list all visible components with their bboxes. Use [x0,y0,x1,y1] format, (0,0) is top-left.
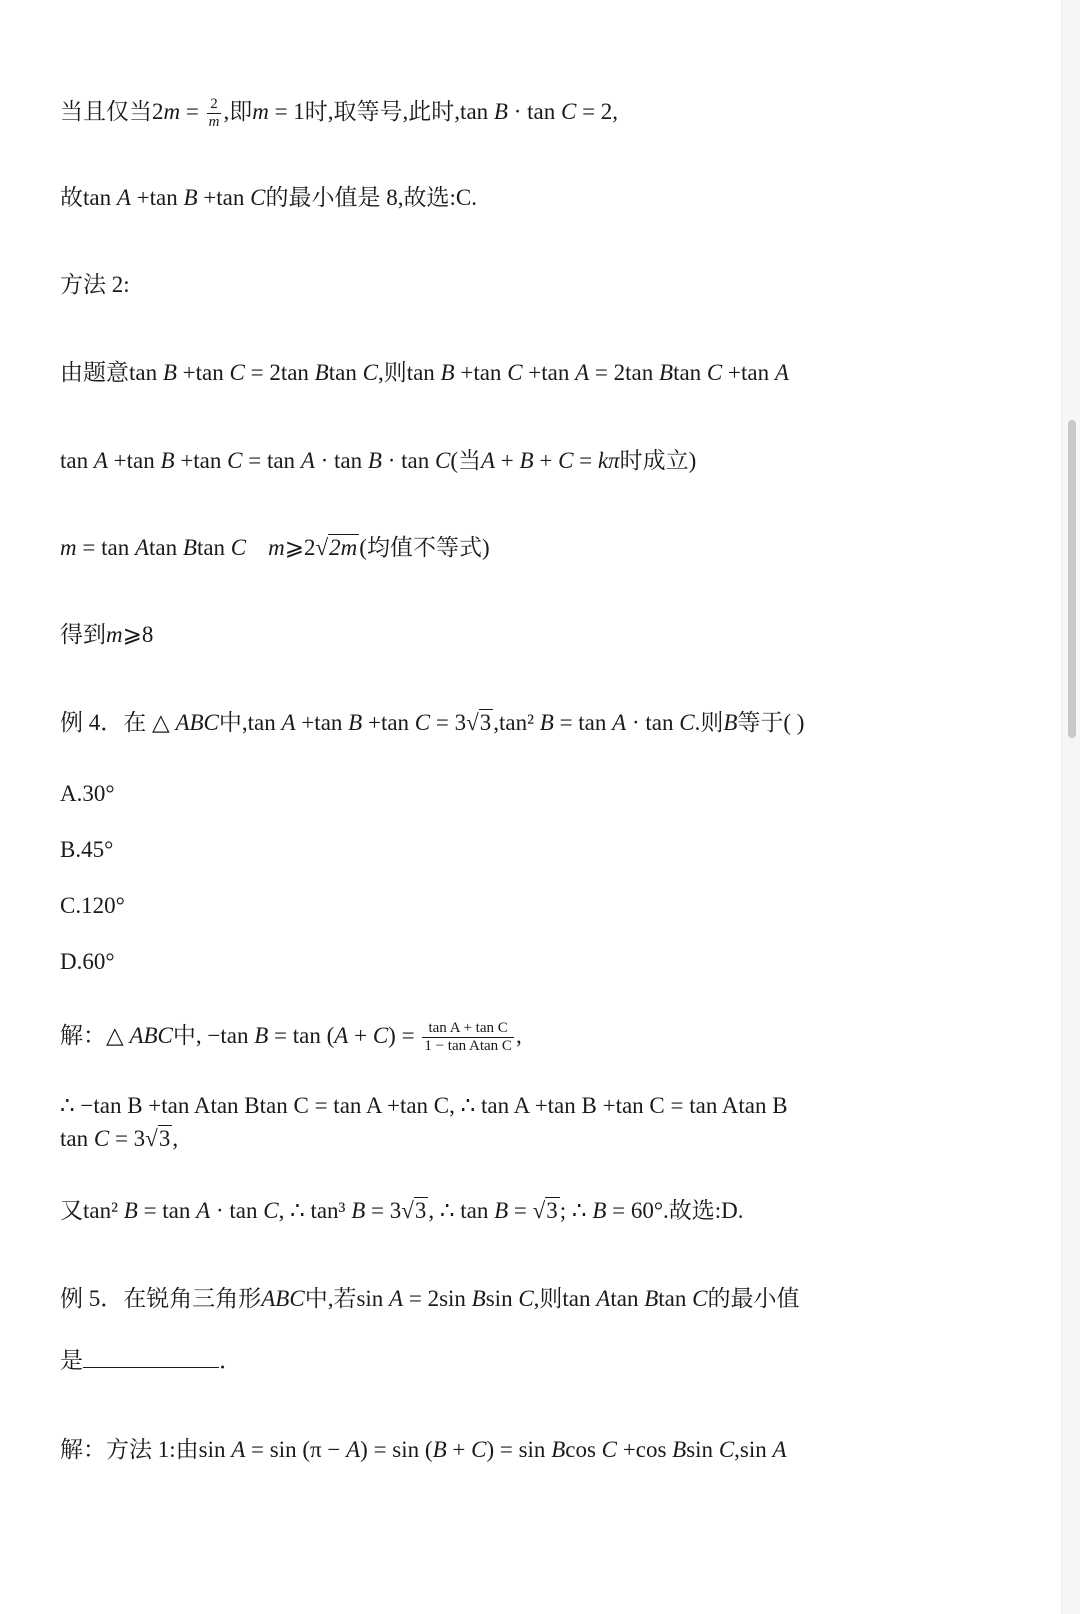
text: + [533,448,559,473]
line-answer-d [60,1196,744,1226]
text: +tan [130,185,184,210]
text: ,即 [223,98,253,124]
math-var: C [372,1022,389,1048]
math-var: B [348,710,363,735]
math-var: C [471,1437,487,1462]
line-equality-condition [60,96,618,131]
math-var: C [362,360,378,385]
text: +tan [522,360,576,385]
text: = √ [508,1198,546,1223]
math-var: m [106,622,123,647]
math-var: B [160,448,175,473]
math-var: B [183,185,198,210]
text: 的最小值 [707,1286,800,1311]
line-min-value-conclusion [60,183,477,213]
text: = 2tan [589,360,659,385]
line-answer-blank [60,1346,242,1376]
text: ,sin [734,1437,773,1462]
text: , ∴ tan³ [278,1198,352,1223]
text: + [446,1437,472,1462]
math-var: ABC [129,1022,173,1048]
sqrt-radicand: 2m [329,535,358,560]
math-var: C [518,1286,534,1311]
text: = tan [76,535,135,560]
fraction [207,96,222,131]
text: +tan [197,185,251,210]
text: = [180,98,205,124]
sqrt-radicand: 3 [158,1126,171,1151]
text: · tan [626,710,680,735]
vertical-scrollbar[interactable] [1061,0,1080,1614]
text: ; ∴ [559,1198,593,1223]
text: = tan [137,1198,197,1223]
math-var: C [558,448,574,473]
math-var: A [389,1286,404,1311]
math-var: A [300,448,315,473]
text: cos [565,1437,602,1462]
math-var: A [772,1437,787,1462]
sqrt-radicand: 3 [479,710,492,735]
line-example-5-question [60,1284,799,1314]
line-example-5-solution [60,1435,787,1465]
text: · tan [507,98,561,124]
text: tan [149,535,183,560]
line-tan-c-value [60,1124,178,1154]
text: +tan [107,448,161,473]
math-var: kπ [597,448,620,473]
text: +tan [176,360,230,385]
fraction [422,1020,514,1055]
math-var: A [281,710,296,735]
line-am-gm [60,533,490,563]
math-var: B [539,710,554,735]
math-var: C [263,1198,279,1223]
text: , ∴ tan [428,1198,495,1223]
text: 解：方法 1:由sin [60,1437,232,1462]
text: 中, −tan [172,1022,255,1048]
text: ) = sin [486,1437,552,1462]
math-var: B [493,98,508,124]
text: · tan [381,448,435,473]
text: 的最小值是 8,故选:C. [265,185,477,210]
math-var: C [601,1437,618,1462]
text: sin [485,1286,519,1311]
text: 是 [60,1348,83,1373]
text: ⩾8 [122,622,154,647]
math-var: B [162,360,177,385]
math-var: A [346,1437,361,1462]
text: ) = [388,1022,421,1048]
math-var: m [252,98,269,124]
text: ,tan² [493,710,540,735]
text: + [348,1022,373,1048]
math-var: m [60,535,77,560]
line-method-2-step1 [60,358,789,388]
text: , [515,1022,522,1048]
math-var: A [774,360,789,385]
math-var: A [196,1198,211,1223]
math-var: m [163,98,181,124]
text: = [573,448,598,473]
text: 解：△ [60,1022,130,1048]
text: = 3√ [109,1126,158,1151]
text: ,则tan [533,1286,597,1311]
text: = 2sin [403,1286,472,1311]
text: ) = sin ( [360,1437,433,1462]
text: = 60°.故选:D. [606,1198,744,1223]
fraction-denominator: m [208,114,220,130]
text: , [172,1126,179,1151]
text: 等于( ) [737,710,805,735]
text: sin [686,1437,719,1462]
text: tan [60,448,94,473]
math-var: B [367,448,382,473]
sqrt-radicand: 3 [414,1198,427,1223]
text: 中,tan [218,710,282,735]
math-var: B [592,1198,607,1223]
math-var: B [440,360,455,385]
text: = 2, [576,98,619,124]
math-var: B [123,1198,138,1223]
text: +tan [362,710,415,735]
math-var: B [551,1437,566,1462]
math-var: ABC [261,1286,305,1311]
text: 故tan [60,185,117,210]
line-therefore-sum: ∴ −tan B +tan Atan Btan C = tan A +tan C, ∴ tan A +tan B +tan C = tan Atan B [60,1093,788,1118]
math-var: A [612,710,627,735]
text: ⩾2√ [284,535,329,560]
math-var: ABC [175,710,219,735]
text: 得到 [60,622,106,647]
math-var: A [334,1022,349,1048]
math-var: B [494,1198,509,1223]
math-var: C [692,1286,708,1311]
fraction-numerator: tan A + tan C [422,1020,514,1038]
math-var: C [706,360,723,385]
option-a: A.30° [60,781,115,806]
math-var: A [596,1286,611,1311]
math-var: B [644,1286,659,1311]
math-var: B [659,360,674,385]
math-var: A [116,185,131,210]
text: tan [60,1126,94,1151]
text: = 3√ [365,1198,414,1223]
math-var: C [507,360,523,385]
math-var: B [471,1286,486,1311]
math-var: B [314,360,329,385]
line-tan-identity [60,446,696,476]
text: .则 [694,710,724,735]
math-var: B [351,1198,366,1223]
option-b: B.45° [60,837,114,862]
math-var: C [414,710,431,735]
text: = tan [242,448,301,473]
text: · tan [314,448,368,473]
math-var: C [250,185,266,210]
math-var: B [432,1437,447,1462]
text: +tan [174,448,228,473]
math-var: C [229,360,245,385]
math-var: A [575,360,590,385]
math-var: B [182,535,197,560]
text: = sin (π − [245,1437,347,1462]
math-var: B [672,1437,687,1462]
text: + [495,448,520,473]
text: ,则tan [377,360,441,385]
text: 时成立) [619,448,697,473]
answer-blank [83,1347,219,1368]
line-method-2-heading: 方法 2: [60,272,130,297]
text: ． [219,1348,242,1373]
text: tan [610,1286,645,1311]
math-var: C [93,1126,110,1151]
line-example-4-solution [60,1020,522,1055]
text: = tan ( [268,1022,335,1048]
sqrt-radicand: 3 [546,1198,558,1223]
line-result-m [60,620,153,650]
text: 中,若sin [304,1286,390,1311]
math-var: m [268,535,285,560]
math-var: C [230,535,247,560]
option-d: D.60° [60,949,115,974]
math-var: A [134,535,150,560]
fraction-numerator: 2 [207,96,222,114]
text: 例 4．在 △ [60,710,176,735]
text: 当且仅当2 [60,98,164,124]
math-var: A [93,448,108,473]
math-var: A [480,448,496,473]
text: 又tan² [60,1198,124,1223]
text: tan [196,535,231,560]
text: = 1时,取等号,此时,tan [268,98,494,124]
math-var: B [519,448,534,473]
text: 例 5．在锐角三角形 [60,1286,262,1311]
text: 由题意tan [60,360,163,385]
text: (均值不等式) [359,535,490,560]
math-var: C [718,1437,735,1462]
text: = 3√ [430,710,479,735]
math-var: B [723,710,738,735]
math-var: C [227,448,243,473]
text: tan [673,360,707,385]
line-example-4-question [60,708,804,738]
option-c: C.120° [60,893,125,918]
fraction-denominator: 1 − tan Atan C [424,1038,512,1054]
math-var: C [679,710,695,735]
scrollbar-thumb[interactable] [1068,420,1076,738]
text: tan [658,1286,693,1311]
text: (当 [450,448,481,473]
math-var: A [231,1437,246,1462]
math-var: B [254,1022,269,1048]
math-var: C [434,448,451,473]
text: = tan [553,710,613,735]
text: tan [328,360,363,385]
text: · tan [210,1198,264,1223]
text: +cos [617,1437,673,1462]
text: = 2tan [244,360,315,385]
text: +tan [454,360,508,385]
text: +tan [722,360,775,385]
text: +tan [295,710,349,735]
math-var: C [560,98,577,124]
